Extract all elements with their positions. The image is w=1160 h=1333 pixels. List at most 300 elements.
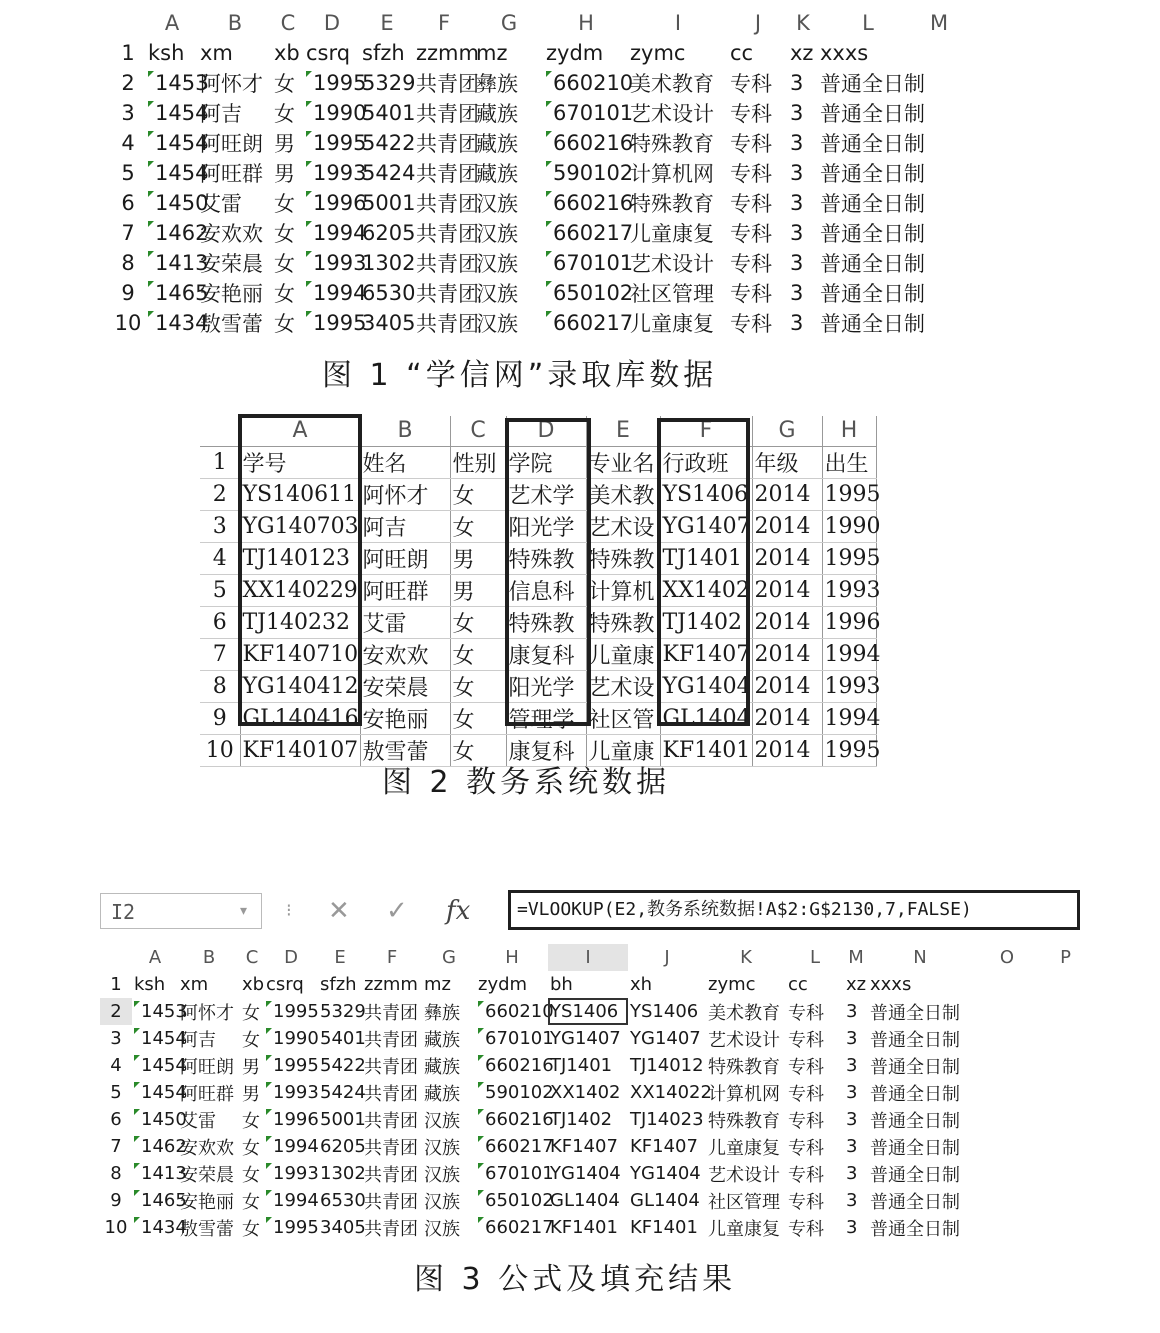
table-cell[interactable] <box>360 574 450 606</box>
header-cell[interactable]: cc <box>730 41 754 65</box>
column-header-d[interactable]: D <box>506 416 586 446</box>
table-cell[interactable] <box>628 308 728 338</box>
table-cell[interactable] <box>788 248 818 278</box>
header-cell[interactable]: 学号 <box>240 446 360 478</box>
table-cell[interactable] <box>548 1187 628 1214</box>
table-cell[interactable] <box>414 218 479 248</box>
table-cell[interactable] <box>548 1160 628 1187</box>
table-cell[interactable] <box>304 158 367 188</box>
row-number[interactable]: 4 <box>200 542 240 574</box>
header-cell[interactable]: 性别 <box>450 446 506 478</box>
table-cell[interactable] <box>146 308 209 338</box>
row-number[interactable]: 5 <box>121 161 135 185</box>
table-cell[interactable] <box>548 1079 628 1106</box>
header-cell[interactable]: xz <box>790 41 814 65</box>
table-cell[interactable] <box>264 1025 318 1052</box>
table-cell[interactable] <box>786 1133 844 1160</box>
table-cell[interactable] <box>422 1160 476 1187</box>
row-number[interactable]: 2 <box>200 478 240 510</box>
header-cell[interactable]: 学院 <box>506 446 586 478</box>
header-cell[interactable]: mz <box>476 41 508 65</box>
table-cell[interactable] <box>146 188 209 218</box>
table-cell[interactable] <box>318 1025 366 1052</box>
column-header-p[interactable]: P <box>1060 947 1071 968</box>
header-cell[interactable]: csrq <box>306 41 351 65</box>
table-cell[interactable] <box>544 68 634 98</box>
table-cell[interactable] <box>844 1052 868 1079</box>
table-cell[interactable] <box>476 1052 554 1079</box>
table-cell[interactable] <box>706 1025 786 1052</box>
table-cell[interactable] <box>360 188 414 218</box>
table-cell[interactable] <box>544 158 634 188</box>
table-cell[interactable] <box>450 702 506 734</box>
table-cell[interactable] <box>132 1079 187 1106</box>
table-cell[interactable] <box>628 98 728 128</box>
row-number[interactable]: 10 <box>200 734 240 766</box>
table-cell[interactable] <box>360 98 414 128</box>
header-cell[interactable] <box>1042 971 1089 998</box>
header-cell[interactable]: 行政班 <box>660 446 752 478</box>
table-cell[interactable] <box>628 1214 706 1241</box>
table-cell[interactable] <box>474 278 544 308</box>
enter-icon[interactable]: ✓ <box>386 896 408 926</box>
table-cell[interactable] <box>822 670 881 702</box>
table-cell[interactable] <box>822 510 881 542</box>
table-cell[interactable] <box>474 158 544 188</box>
column-header-i[interactable]: I <box>548 944 628 971</box>
table-cell[interactable] <box>586 478 660 510</box>
table-cell[interactable] <box>706 1160 786 1187</box>
table-cell[interactable] <box>360 278 414 308</box>
table-cell[interactable] <box>132 1133 187 1160</box>
column-header-b[interactable]: B <box>202 947 216 968</box>
table-cell[interactable] <box>628 1187 706 1214</box>
table-cell[interactable] <box>318 1052 366 1079</box>
table-cell[interactable] <box>844 1187 868 1214</box>
table-cell[interactable] <box>362 1187 422 1214</box>
table-cell[interactable] <box>476 1106 554 1133</box>
table-cell[interactable] <box>706 1133 786 1160</box>
header-cell[interactable] <box>918 38 960 68</box>
table-cell[interactable] <box>706 1187 786 1214</box>
table-cell[interactable] <box>318 1079 366 1106</box>
table-cell[interactable] <box>198 98 272 128</box>
table-cell[interactable] <box>304 68 367 98</box>
row-number[interactable]: 6 <box>121 191 135 215</box>
table-cell[interactable] <box>360 248 414 278</box>
table-cell[interactable] <box>752 638 822 670</box>
table-cell[interactable] <box>628 188 728 218</box>
row-number[interactable]: 2 <box>100 998 132 1025</box>
header-cell[interactable]: bh <box>550 974 573 995</box>
column-header-h[interactable]: H <box>505 947 519 968</box>
table-cell[interactable] <box>822 478 881 510</box>
table-cell[interactable] <box>818 218 925 248</box>
table-cell[interactable] <box>240 1187 264 1214</box>
table-cell[interactable] <box>474 128 544 158</box>
row-number[interactable]: 10 <box>104 1217 128 1238</box>
table-cell[interactable] <box>450 670 506 702</box>
table-cell[interactable] <box>752 606 822 638</box>
table-cell[interactable] <box>178 1106 240 1133</box>
table-cell[interactable] <box>414 188 479 218</box>
table-cell[interactable] <box>544 218 634 248</box>
table-cell[interactable] <box>304 248 367 278</box>
row-number[interactable]: 3 <box>121 101 135 125</box>
table-cell[interactable] <box>362 1160 422 1187</box>
table-cell[interactable] <box>304 128 367 158</box>
name-box-dropdown-icon[interactable]: ▾ <box>240 903 248 919</box>
table-cell[interactable] <box>240 998 264 1025</box>
table-cell[interactable] <box>414 98 479 128</box>
table-cell[interactable] <box>786 1079 844 1106</box>
table-cell[interactable] <box>868 1052 972 1079</box>
table-cell[interactable] <box>146 158 209 188</box>
insert-function-icon[interactable]: fx <box>446 896 471 926</box>
header-cell[interactable]: xxxs <box>820 41 869 65</box>
row-number[interactable]: 1 <box>110 974 122 995</box>
column-header-m[interactable]: M <box>848 947 864 968</box>
table-cell[interactable] <box>362 1133 422 1160</box>
header-cell[interactable]: xb <box>242 974 265 995</box>
table-cell[interactable] <box>788 128 818 158</box>
table-cell[interactable] <box>362 1214 422 1241</box>
table-cell[interactable] <box>240 1214 264 1241</box>
table-cell[interactable] <box>146 128 209 158</box>
table-cell[interactable] <box>264 1079 318 1106</box>
table-cell[interactable] <box>844 1214 868 1241</box>
table-cell[interactable] <box>132 998 187 1025</box>
table-cell[interactable] <box>822 606 881 638</box>
table-cell[interactable] <box>272 68 304 98</box>
table-cell[interactable] <box>178 1187 240 1214</box>
column-header-j[interactable]: J <box>664 947 670 968</box>
row-number[interactable]: 2 <box>121 71 135 95</box>
table-cell[interactable] <box>414 278 479 308</box>
column-header-e[interactable]: E <box>586 416 660 446</box>
table-cell[interactable] <box>178 998 240 1025</box>
table-cell[interactable] <box>818 128 925 158</box>
table-cell[interactable] <box>304 218 367 248</box>
table-cell[interactable] <box>178 1160 240 1187</box>
table-cell[interactable] <box>132 1214 187 1241</box>
table-cell[interactable] <box>818 308 925 338</box>
table-cell[interactable] <box>240 1025 264 1052</box>
table-cell[interactable] <box>818 278 925 308</box>
row-number[interactable]: 7 <box>110 1136 122 1157</box>
table-cell[interactable] <box>628 248 728 278</box>
header-cell[interactable]: zydm <box>546 41 604 65</box>
table-cell[interactable] <box>788 308 818 338</box>
table-cell[interactable] <box>132 1025 187 1052</box>
column-header-g[interactable]: G <box>442 947 456 968</box>
table-cell[interactable] <box>628 218 728 248</box>
table-cell[interactable] <box>304 278 367 308</box>
table-cell[interactable] <box>544 248 634 278</box>
table-cell[interactable] <box>240 1160 264 1187</box>
table-cell[interactable] <box>450 638 506 670</box>
header-cell[interactable]: xz <box>846 974 867 995</box>
table-cell[interactable] <box>422 1187 476 1214</box>
header-cell[interactable] <box>972 971 1042 998</box>
table-cell[interactable] <box>474 248 544 278</box>
table-cell[interactable] <box>132 1160 187 1187</box>
table-cell[interactable] <box>272 158 304 188</box>
row-number[interactable]: 1 <box>121 41 135 65</box>
table-cell[interactable] <box>474 68 544 98</box>
table-cell[interactable] <box>752 510 822 542</box>
table-cell[interactable] <box>178 1133 240 1160</box>
table-cell[interactable] <box>628 128 728 158</box>
table-cell[interactable] <box>414 158 479 188</box>
header-cell[interactable]: 专业名 <box>586 446 660 478</box>
table-cell[interactable] <box>752 574 822 606</box>
table-cell[interactable] <box>360 638 450 670</box>
header-cell[interactable]: zydm <box>478 974 528 995</box>
table-cell[interactable] <box>240 734 360 766</box>
table-cell[interactable] <box>628 1079 712 1106</box>
header-cell[interactable]: ksh <box>148 41 185 65</box>
table-cell[interactable] <box>548 1025 628 1052</box>
table-cell[interactable] <box>822 542 881 574</box>
table-cell[interactable] <box>362 998 422 1025</box>
table-cell[interactable] <box>450 606 506 638</box>
table-cell[interactable] <box>544 188 634 218</box>
column-header-j[interactable]: J <box>754 11 762 35</box>
table-cell[interactable] <box>544 278 634 308</box>
table-cell[interactable] <box>264 998 318 1025</box>
table-cell[interactable] <box>476 1160 554 1187</box>
table-cell[interactable] <box>272 248 304 278</box>
table-cell[interactable] <box>788 158 818 188</box>
table-cell[interactable] <box>628 1025 706 1052</box>
column-header-d[interactable]: D <box>284 947 298 968</box>
column-header-a[interactable]: A <box>164 11 180 35</box>
table-cell[interactable] <box>474 188 544 218</box>
table-cell[interactable] <box>132 1187 187 1214</box>
table-cell[interactable] <box>752 702 822 734</box>
corner-cell[interactable] <box>200 416 240 446</box>
header-cell[interactable]: xb <box>274 41 300 65</box>
table-cell[interactable] <box>786 1214 844 1241</box>
table-cell[interactable] <box>788 218 818 248</box>
table-cell[interactable] <box>628 1133 706 1160</box>
column-header-c[interactable]: C <box>245 947 259 968</box>
column-header-k[interactable]: K <box>796 11 810 35</box>
row-number[interactable]: 7 <box>121 221 135 245</box>
table-cell[interactable] <box>474 218 544 248</box>
table-cell[interactable] <box>818 188 925 218</box>
column-header-e[interactable]: E <box>334 947 346 968</box>
row-number[interactable]: 6 <box>110 1109 122 1130</box>
table-cell[interactable] <box>414 248 479 278</box>
name-box[interactable]: I2 <box>100 893 262 929</box>
table-cell[interactable] <box>198 278 272 308</box>
table-cell[interactable] <box>628 1160 706 1187</box>
table-cell[interactable] <box>146 98 209 128</box>
table-cell[interactable] <box>548 1052 628 1079</box>
row-number[interactable]: 4 <box>110 1055 122 1076</box>
table-cell[interactable] <box>628 998 706 1025</box>
table-cell[interactable] <box>414 128 479 158</box>
table-cell[interactable] <box>422 1025 476 1052</box>
table-cell[interactable] <box>786 1187 844 1214</box>
table-cell[interactable] <box>706 1079 786 1106</box>
table-cell[interactable] <box>360 670 450 702</box>
table-cell[interactable] <box>544 98 634 128</box>
table-cell[interactable] <box>544 308 634 338</box>
table-cell[interactable] <box>272 188 304 218</box>
table-cell[interactable] <box>240 1079 264 1106</box>
table-cell[interactable] <box>476 998 554 1025</box>
table-cell[interactable] <box>362 1106 422 1133</box>
table-cell[interactable] <box>728 248 788 278</box>
column-header-d[interactable]: D <box>323 11 341 35</box>
header-cell[interactable]: sfzh <box>320 974 357 995</box>
table-cell[interactable] <box>752 478 822 510</box>
header-cell[interactable]: zymc <box>630 41 686 65</box>
header-cell[interactable]: zymc <box>708 974 756 995</box>
table-cell[interactable] <box>360 128 414 158</box>
table-cell[interactable] <box>272 218 304 248</box>
table-cell[interactable] <box>788 98 818 128</box>
table-cell[interactable] <box>788 278 818 308</box>
table-cell[interactable] <box>476 1079 554 1106</box>
table-cell[interactable] <box>628 68 728 98</box>
table-cell[interactable] <box>818 158 925 188</box>
table-cell[interactable] <box>198 158 272 188</box>
table-cell[interactable] <box>414 308 479 338</box>
table-cell[interactable] <box>548 998 628 1025</box>
row-number[interactable]: 1 <box>200 446 240 478</box>
table-cell[interactable] <box>868 1214 972 1241</box>
table-cell[interactable] <box>240 1133 264 1160</box>
table-cell[interactable] <box>728 218 788 248</box>
table-cell[interactable] <box>360 218 414 248</box>
row-number[interactable]: 8 <box>110 1163 122 1184</box>
header-cell[interactable]: sfzh <box>362 41 405 65</box>
column-header-a[interactable]: A <box>240 416 360 446</box>
table-cell[interactable] <box>868 1133 972 1160</box>
table-cell[interactable] <box>146 278 209 308</box>
row-number[interactable]: 4 <box>121 131 135 155</box>
table-cell[interactable] <box>786 1106 844 1133</box>
table-cell[interactable] <box>586 702 660 734</box>
table-cell[interactable] <box>198 218 272 248</box>
corner-cell[interactable] <box>110 8 146 38</box>
table-cell[interactable] <box>304 188 367 218</box>
table-cell[interactable] <box>728 308 788 338</box>
column-header-l[interactable]: L <box>862 11 874 35</box>
table-cell[interactable] <box>362 1025 422 1052</box>
row-number[interactable]: 7 <box>200 638 240 670</box>
table-cell[interactable] <box>706 1052 786 1079</box>
table-cell[interactable] <box>868 1106 972 1133</box>
table-cell[interactable] <box>476 1214 554 1241</box>
table-cell[interactable] <box>822 734 881 766</box>
table-cell[interactable] <box>360 308 414 338</box>
column-header-c[interactable]: C <box>450 416 506 446</box>
row-number[interactable]: 10 <box>114 311 142 335</box>
table-cell[interactable] <box>752 542 822 574</box>
table-cell[interactable] <box>264 1187 318 1214</box>
column-header-g[interactable]: G <box>752 416 822 446</box>
row-number[interactable]: 3 <box>200 510 240 542</box>
table-cell[interactable] <box>272 98 304 128</box>
table-cell[interactable] <box>476 1187 554 1214</box>
table-cell[interactable] <box>450 478 506 510</box>
table-cell[interactable] <box>786 998 844 1025</box>
table-cell[interactable] <box>476 1133 554 1160</box>
table-cell[interactable] <box>752 734 822 766</box>
table-cell[interactable] <box>198 68 272 98</box>
column-header-b[interactable]: B <box>227 11 243 35</box>
table-cell[interactable] <box>818 68 925 98</box>
table-cell[interactable] <box>822 702 881 734</box>
table-cell[interactable] <box>868 998 972 1025</box>
header-cell[interactable]: xm <box>180 974 209 995</box>
table-cell[interactable] <box>240 1106 264 1133</box>
row-number[interactable]: 9 <box>110 1190 122 1211</box>
header-cell[interactable]: xm <box>200 41 233 65</box>
table-cell[interactable] <box>264 1052 318 1079</box>
table-cell[interactable] <box>450 510 506 542</box>
table-cell[interactable] <box>264 1133 318 1160</box>
table-cell[interactable] <box>628 1106 706 1133</box>
table-cell[interactable] <box>318 998 366 1025</box>
table-cell[interactable] <box>304 98 367 128</box>
table-cell[interactable] <box>264 1160 318 1187</box>
table-cell[interactable] <box>818 98 925 128</box>
row-number[interactable]: 3 <box>110 1028 122 1049</box>
table-cell[interactable] <box>198 248 272 278</box>
table-cell[interactable] <box>868 1079 972 1106</box>
table-cell[interactable] <box>822 574 881 606</box>
table-cell[interactable] <box>628 278 728 308</box>
table-cell[interactable] <box>586 670 660 702</box>
table-cell[interactable] <box>548 1133 628 1160</box>
table-cell[interactable] <box>422 1052 476 1079</box>
table-cell[interactable] <box>178 1052 240 1079</box>
table-cell[interactable] <box>318 1133 366 1160</box>
table-cell[interactable] <box>786 1052 844 1079</box>
table-cell[interactable] <box>318 1160 366 1187</box>
column-header-c[interactable]: C <box>280 11 296 35</box>
table-cell[interactable] <box>360 702 450 734</box>
table-cell[interactable] <box>706 1106 786 1133</box>
column-header-f[interactable]: F <box>386 947 398 968</box>
table-cell[interactable] <box>264 1214 318 1241</box>
table-cell[interactable] <box>868 1187 972 1214</box>
table-cell[interactable] <box>360 478 450 510</box>
column-header-k[interactable]: K <box>740 947 752 968</box>
table-cell[interactable] <box>304 308 367 338</box>
table-cell[interactable] <box>240 1052 264 1079</box>
table-cell[interactable] <box>474 308 544 338</box>
table-cell[interactable] <box>198 308 272 338</box>
table-cell[interactable] <box>132 1106 187 1133</box>
table-cell[interactable] <box>548 1106 628 1133</box>
formula-bar[interactable]: =VLOOKUP(E2,教务系统数据!A$2:G$2130,7,FALSE) <box>508 890 1080 930</box>
table-cell[interactable] <box>360 510 450 542</box>
row-number[interactable]: 8 <box>200 670 240 702</box>
table-cell[interactable] <box>728 278 788 308</box>
table-cell[interactable] <box>360 542 450 574</box>
table-cell[interactable] <box>844 1133 868 1160</box>
column-header-m[interactable]: M <box>929 11 949 35</box>
row-number[interactable]: 6 <box>200 606 240 638</box>
row-number[interactable]: 9 <box>200 702 240 734</box>
